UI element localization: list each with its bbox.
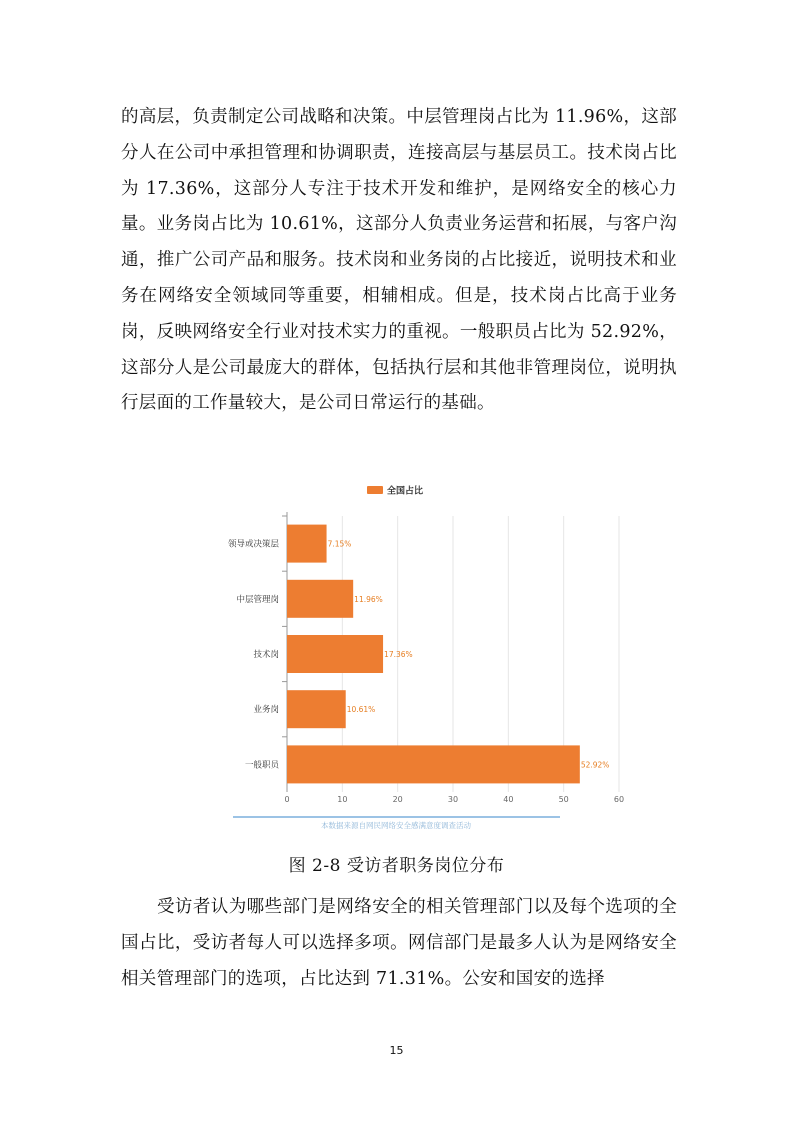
category-label: 领导或决策层 [227, 539, 279, 550]
bar [287, 690, 346, 728]
bar [287, 635, 383, 673]
body-paragraph-1: 的高层，负责制定公司战略和决策。中层管理岗占比为 11.96%，这部分人在公司中承担管理和协调职责，连接高层与基层员工。技术岗占比为 17.36%，这部分人专注于技术开发和维护，是网络安全的核心力量。业务岗占比为 10.61%，这部分人负责业务运营和拓展，与客户沟通，推广公司产品和服务。技术岗和业务岗的占比接近，说明技术和业务在网络安全领域同等重要，相辅相成。但是，技术岗占比高于业务岗，反映网络安全行业对技术实力的重视。一般职员占比为 52.92%，这部分人是公司最庞大的群体，包括执行层和其他非管理岗位，说明执行层面的工作量较大，是公司日常运行的基础。 [121, 107, 677, 414]
bar-chart-svg [110, 476, 683, 832]
data-label: 17.36% [384, 650, 413, 659]
data-label: 11.96% [354, 594, 383, 604]
body-paragraph-2: 受访者认为哪些部门是网络安全的相关管理部门以及每个选项的全国占比，受访者每人可以选择多项。网信部门是最多人认为是网络安全相关管理部门的选项，占比达到 71.31%。公安和国安的选择 [121, 897, 677, 989]
page-number: 15 [389, 1044, 404, 1057]
bar [287, 580, 353, 618]
x-tick-label: 20 [392, 795, 403, 804]
category-label: 技术岗 [253, 650, 279, 660]
bar [287, 525, 327, 563]
category-label: 中层管理岗 [236, 594, 279, 605]
category-labels [228, 516, 287, 770]
x-tick-label: 10 [337, 795, 348, 804]
bars [287, 525, 580, 784]
position-distribution-chart [110, 476, 683, 832]
data-label: 7.15% [327, 539, 352, 549]
x-tick-label: 0 [284, 795, 290, 804]
data-label: 52.92% [580, 760, 610, 770]
tick-labels [284, 795, 624, 804]
x-tick-label: 40 [503, 795, 514, 804]
legend-swatch [367, 486, 383, 494]
category-label: 一般职员 [244, 760, 279, 771]
x-tick-label: 30 [447, 795, 459, 804]
x-tick-label: 50 [558, 795, 569, 804]
legend [367, 485, 423, 497]
figure-caption: 图 2-8 受访者职务岗位分布 [288, 856, 505, 876]
bar [287, 745, 580, 783]
data-label: 10.61% [346, 705, 376, 715]
x-tick-label: 60 [613, 795, 625, 804]
category-label: 业务岗 [253, 705, 279, 716]
source-note: 本数据来源自网民网络安全感满意度调查活动 [321, 821, 471, 830]
legend-label: 全国占比 [387, 486, 424, 497]
